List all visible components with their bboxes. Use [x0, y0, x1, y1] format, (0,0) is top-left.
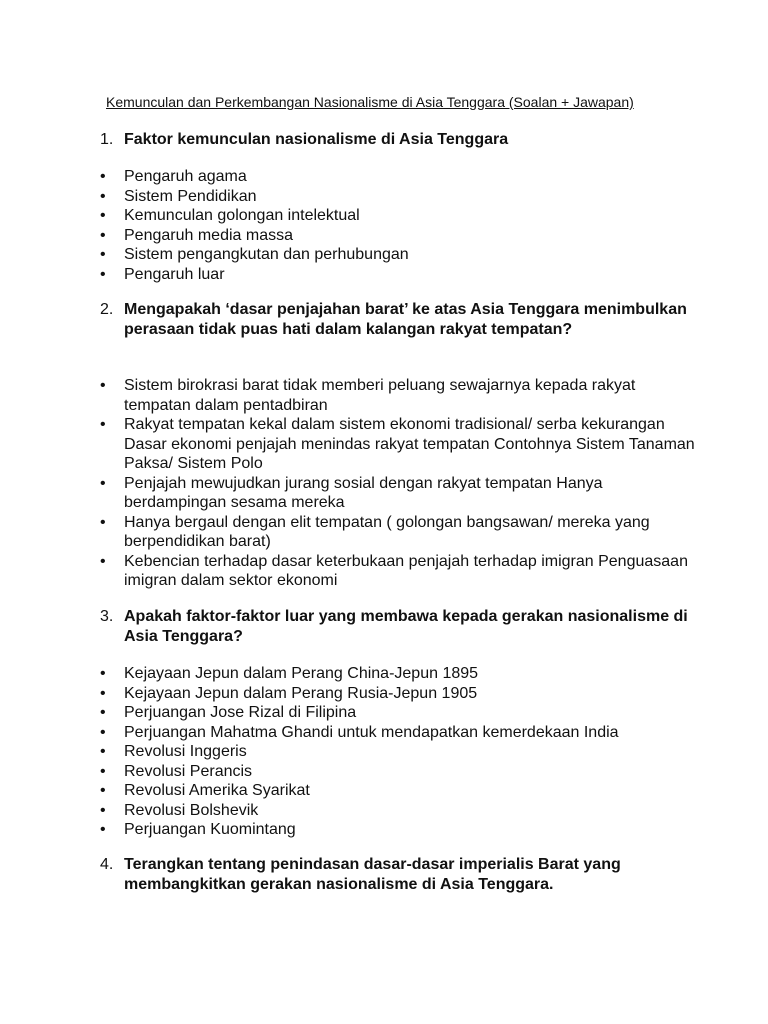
answer-text: Perjuangan Kuomintang: [124, 821, 296, 838]
list-item: [99, 167, 699, 187]
answer-text: Pengaruh agama: [124, 168, 247, 185]
list-item: [99, 245, 699, 265]
bullet: •: [100, 265, 106, 283]
answer-text: Sistem birokrasi barat tidak memberi peluang sewajarnya kepada rakyat tempatan dalam pentadbiran: [124, 377, 636, 414]
answer-text: Pengaruh media massa: [124, 226, 293, 244]
answer-text: Perjuangan Jose Rizal di Filipina: [124, 704, 357, 721]
list-item: [99, 206, 699, 226]
bullet: •: [100, 474, 106, 492]
bullet: •: [100, 187, 106, 205]
answer-text: Rakyat tempatan kekal dalam sistem ekonomi tradisional/ serba kekurangan Dasar ekonomi penjajah menindas rakyat tempatan Contohnya Sistem Tanaman Paksa/ Sistem Polo: [124, 416, 695, 472]
bullet: •: [100, 246, 106, 263]
list-item: [99, 664, 699, 684]
list-item: [99, 415, 699, 474]
answer-text: Hanya bergaul dengan elit tempatan ( golongan bangsawan/ mereka yang berpendidikan barat): [124, 513, 650, 550]
answer-text: Penjajah mewujudkan jurang sosial dengan rakyat tempatan Hanya berdampingan sesama mereka: [124, 474, 603, 511]
bullet: •: [100, 704, 106, 721]
answer-text: Revolusi Amerika Syarikat: [124, 782, 310, 799]
list-item: [99, 723, 699, 743]
bullet: •: [100, 723, 106, 741]
answer-text: Sistem Pendidikan: [124, 187, 257, 205]
list-item: [99, 474, 699, 513]
answer-text: Kebencian terhadap dasar keterbukaan penjajah terhadap imigran Penguasaan imigran dalam sektor ekonomi: [124, 552, 688, 589]
answer-text: Sistem pengangkutan dan perhubungan: [124, 246, 409, 263]
answer-text: Revolusi Bolshevik: [124, 801, 259, 819]
list-item: [99, 376, 699, 415]
bullet: •: [100, 552, 106, 570]
bullet: •: [100, 684, 106, 702]
list-item: [99, 226, 699, 246]
list-item: [99, 820, 699, 840]
question-number: 4.: [100, 856, 114, 873]
answer-list-1: [99, 167, 699, 284]
list-item: [99, 762, 699, 782]
bullet: •: [100, 207, 106, 224]
list-item: [99, 703, 699, 723]
answer-list-3: [99, 664, 699, 840]
list-item: [99, 187, 699, 207]
question-number: 1.: [100, 131, 114, 148]
bullet: •: [100, 168, 106, 185]
answer-list-2: [99, 376, 699, 591]
bullet: •: [100, 762, 106, 780]
bullet: •: [100, 226, 106, 244]
question-number: 2.: [100, 301, 114, 318]
question-1: [100, 130, 700, 150]
bullet: •: [100, 377, 106, 394]
bullet: •: [100, 801, 106, 819]
bullet: •: [100, 743, 106, 760]
list-item: [99, 265, 699, 285]
question-text: Terangkan tentang penindasan dasar-dasar imperialis Barat yang membangkitkan gerakan nasionalisme di Asia Tenggara.: [124, 856, 621, 893]
list-item: [99, 513, 699, 552]
bullet: •: [100, 821, 106, 838]
answer-text: Kemunculan golongan intelektual: [124, 207, 360, 224]
bullet: •: [100, 782, 106, 799]
document-title: Kemunculan dan Perkembangan Nasionalisme di Asia Tenggara (Soalan + Jawapan): [106, 94, 634, 110]
answer-text: Kejayaan Jepun dalam Perang Rusia-Jepun 1905: [124, 684, 478, 702]
bullet: •: [100, 665, 106, 682]
question-4: [100, 855, 700, 895]
question-2: [100, 300, 700, 340]
list-item: [99, 742, 699, 762]
answer-text: Revolusi Inggeris: [124, 743, 247, 760]
list-item: [99, 781, 699, 801]
list-item: [99, 552, 699, 591]
list-item: [99, 684, 699, 704]
answer-text: Revolusi Perancis: [124, 762, 253, 780]
question-text: Faktor kemunculan nasionalisme di Asia Tenggara: [124, 131, 509, 148]
question-text: Mengapakah ‘dasar penjajahan barat’ ke atas Asia Tenggara menimbulkan perasaan tidak puas hati dalam kalangan rakyat tempatan?: [124, 301, 687, 338]
bullet: •: [100, 416, 106, 433]
question-number: 3.: [100, 608, 114, 625]
list-item: [99, 801, 699, 821]
question-3: [100, 607, 700, 647]
question-text: Apakah faktor-faktor luar yang membawa kepada gerakan nasionalisme di Asia Tenggara?: [124, 608, 688, 645]
answer-text: Kejayaan Jepun dalam Perang China-Jepun 1895: [124, 665, 479, 682]
answer-text: Pengaruh luar: [124, 265, 225, 283]
answer-text: Perjuangan Mahatma Ghandi untuk mendapatkan kemerdekaan India: [124, 723, 619, 741]
bullet: •: [100, 513, 106, 531]
